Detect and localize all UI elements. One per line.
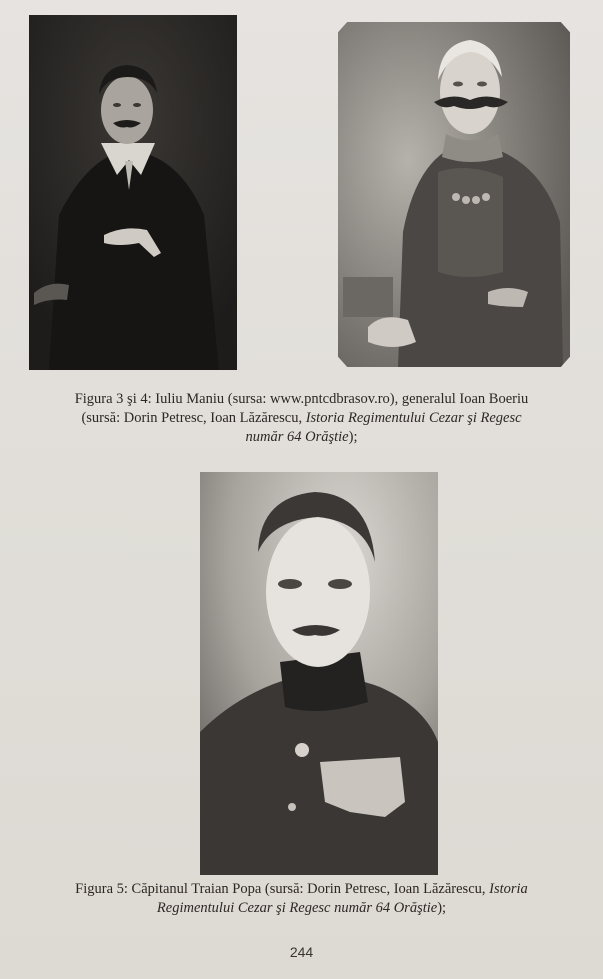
caption-1-source-authors: (sursă: Dorin Petresc, Ioan Lăzărescu,	[81, 410, 306, 426]
caption-2-line-2	[0, 899, 603, 918]
figure-3-4-caption	[0, 390, 603, 447]
caption-1-line-1: Figura 3 şi 4: Iuliu Maniu (sursa: www.pntcdbrasov.ro), generalul Ioan Boeriu	[74, 391, 529, 407]
photo-traian-popa	[200, 472, 438, 875]
caption-1-line-2	[0, 409, 603, 428]
portrait-popa-image	[200, 472, 438, 875]
caption-2-line-1	[0, 880, 603, 899]
photo-ioan-boeriu	[338, 22, 570, 367]
caption-2-book-title-cont: Regimentului Cezar şi Regesc număr 64 Orăştie	[156, 900, 438, 916]
portrait-boeriu-image	[338, 22, 570, 367]
caption-1-suffix: );	[348, 429, 358, 445]
caption-1-line-3	[0, 428, 603, 447]
photo-iuliu-maniu	[29, 15, 237, 370]
figure-5-caption	[0, 880, 603, 918]
caption-2-suffix: );	[437, 900, 447, 916]
caption-1-book-title: Istoria Regimentului Cezar şi Regesc	[305, 410, 522, 426]
portrait-maniu-image	[29, 15, 237, 370]
caption-2-book-title: Istoria	[489, 881, 528, 897]
caption-1-book-title-cont: număr 64 Orăştie	[245, 429, 349, 445]
caption-2-text: Figura 5: Căpitanul Traian Popa (sursă: Dorin Petresc, Ioan Lăzărescu,	[75, 881, 490, 897]
page-number: 244	[289, 944, 314, 960]
